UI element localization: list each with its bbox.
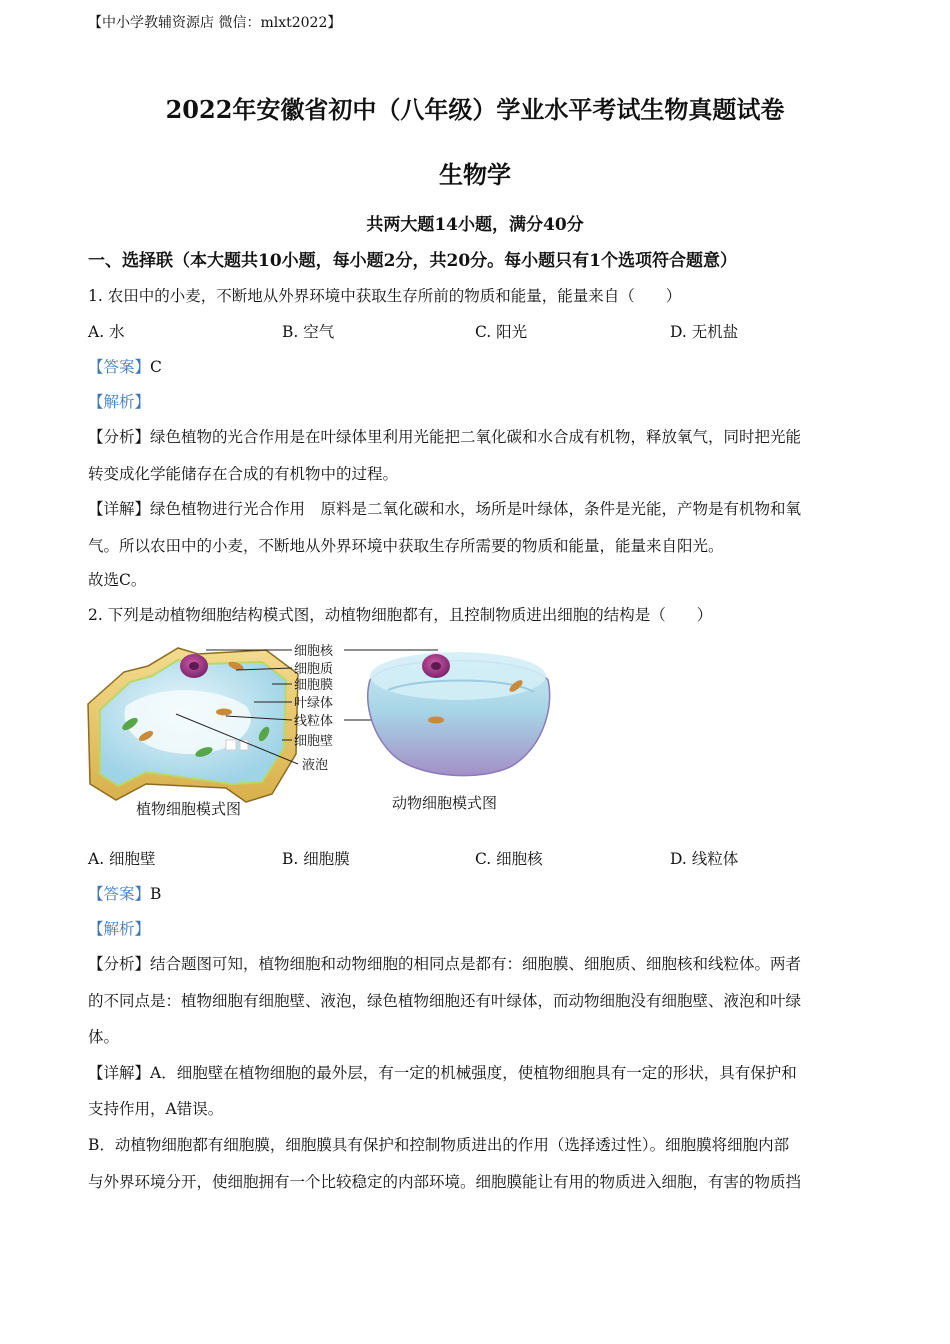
- q1-conclusion: 故选C。: [88, 571, 147, 589]
- plant-cell-caption: 植物细胞模式图: [136, 800, 242, 818]
- q2-detail-line1: [88, 1061, 797, 1083]
- q1-analysis-line2: 转变成化学能储存在合成的有机物中的过程。: [88, 465, 399, 483]
- q1-option-d: D. 无机盐: [670, 323, 739, 341]
- q2-option-b-explain-line2: 与外界环境分开，使细胞拥有一个比较稳定的内部环境。细胞膜能让有用的物质进入细胞，有害的物质挡: [88, 1173, 802, 1191]
- section-heading: 一、选择联（本大题共10小题，每小题2分，共20分。每小题只有1个选项符合题意）: [88, 251, 737, 271]
- q2-option-a: A. 细胞壁: [88, 850, 156, 868]
- q1-option-b: B. 空气: [282, 323, 335, 341]
- q1-analysis-line1: [88, 425, 801, 447]
- cell-diagram-figure: [86, 636, 556, 832]
- detail-label: 【详解】: [88, 500, 151, 518]
- q2-stem: 2. 下列是动植物细胞结构模式图，动植物细胞都有，且控制物质进出细胞的结构是（ ）: [88, 606, 713, 624]
- q1-answer: [88, 355, 162, 377]
- q2-analysis-line2: 的不同点是：植物细胞有细胞壁、液泡，绿色植物细胞还有叶绿体，而动物细胞没有细胞壁、液泡和叶绿: [88, 992, 802, 1010]
- answer-value: B: [150, 885, 162, 903]
- plant-cell-drawing: [88, 648, 298, 802]
- analysis-label: 【分析】: [88, 955, 151, 973]
- detail-text: A．细胞壁在植物细胞的最外层，有一定的机械强度，使植物细胞具有一定的形状，具有保护和: [150, 1064, 797, 1082]
- q1-option-c: C. 阳光: [475, 323, 528, 341]
- animal-cell-drawing: [368, 652, 550, 776]
- exam-total-info: 共两大题14小题，满分40分: [366, 215, 584, 235]
- label-cytoplasm: 细胞质: [294, 662, 334, 677]
- q2-option-b-explain-line1: B．动植物细胞都有细胞膜，细胞膜具有保护和控制物质进出的作用（选择透过性）。细胞膜将细胞内部: [88, 1136, 790, 1154]
- q2-option-b: B. 细胞膜: [282, 850, 350, 868]
- page-title: 2022年安徽省初中（八年级）学业水平考试生物真题试卷: [165, 95, 785, 124]
- detail-label: 【详解】: [88, 1064, 151, 1082]
- q2-detail-line2: 支持作用，A错误。: [88, 1100, 224, 1118]
- label-nucleus: 细胞核: [294, 644, 334, 659]
- animal-cell-caption: 动物细胞模式图: [392, 794, 498, 812]
- q2-option-d: D. 线粒体: [670, 850, 739, 868]
- header-note: 【中小学教辅资源店 微信：mlxt2022】: [88, 15, 342, 31]
- q1-detail-line1: [88, 497, 801, 519]
- q2-answer: [88, 882, 161, 904]
- q2-analysis-line3: 体。: [88, 1028, 120, 1046]
- detail-text: 绿色植物进行光合作用 原料是二氧化碳和水，场所是叶绿体，条件是光能，产物是有机物和氧: [150, 500, 802, 518]
- answer-label: 【答案】: [88, 885, 151, 903]
- q2-analysis-line1: [88, 952, 801, 974]
- q1-stem: 1. 农田中的小麦，不断地从外界环境中获取生存所前的物质和能量，能量来自（ ）: [88, 287, 682, 305]
- answer-value: C: [150, 358, 162, 376]
- q2-jiexi-label: 【解析】: [88, 920, 151, 938]
- q1-jiexi-label: 【解析】: [88, 393, 151, 411]
- analysis-label: 【分析】: [88, 428, 151, 446]
- q2-option-c: C. 细胞核: [475, 850, 543, 868]
- q1-detail-line2: 气。所以农田中的小麦，不断地从外界环境中获取生存所需要的物质和能量，能量来自阳光。: [88, 537, 724, 555]
- label-chloroplast: 叶绿体: [294, 696, 334, 711]
- analysis-text: 绿色植物的光合作用是在叶绿体里利用光能把二氧化碳和水合成有机物，释放氧气，同时把光能: [150, 428, 802, 446]
- analysis-text: 结合题图可知，植物细胞和动物细胞的相同点是都有：细胞膜、细胞质、细胞核和线粒体。两者: [150, 955, 802, 973]
- structure-labels: [294, 643, 334, 773]
- answer-label: 【答案】: [88, 358, 151, 376]
- q1-option-a: A. 水: [88, 323, 125, 341]
- label-mitochondrion: 线粒体: [294, 714, 334, 729]
- label-membrane: 细胞膜: [294, 678, 334, 693]
- page-subtitle: 生物学: [439, 160, 511, 189]
- label-vacuole: 液泡: [302, 758, 329, 773]
- label-cell-wall: 细胞壁: [294, 734, 334, 749]
